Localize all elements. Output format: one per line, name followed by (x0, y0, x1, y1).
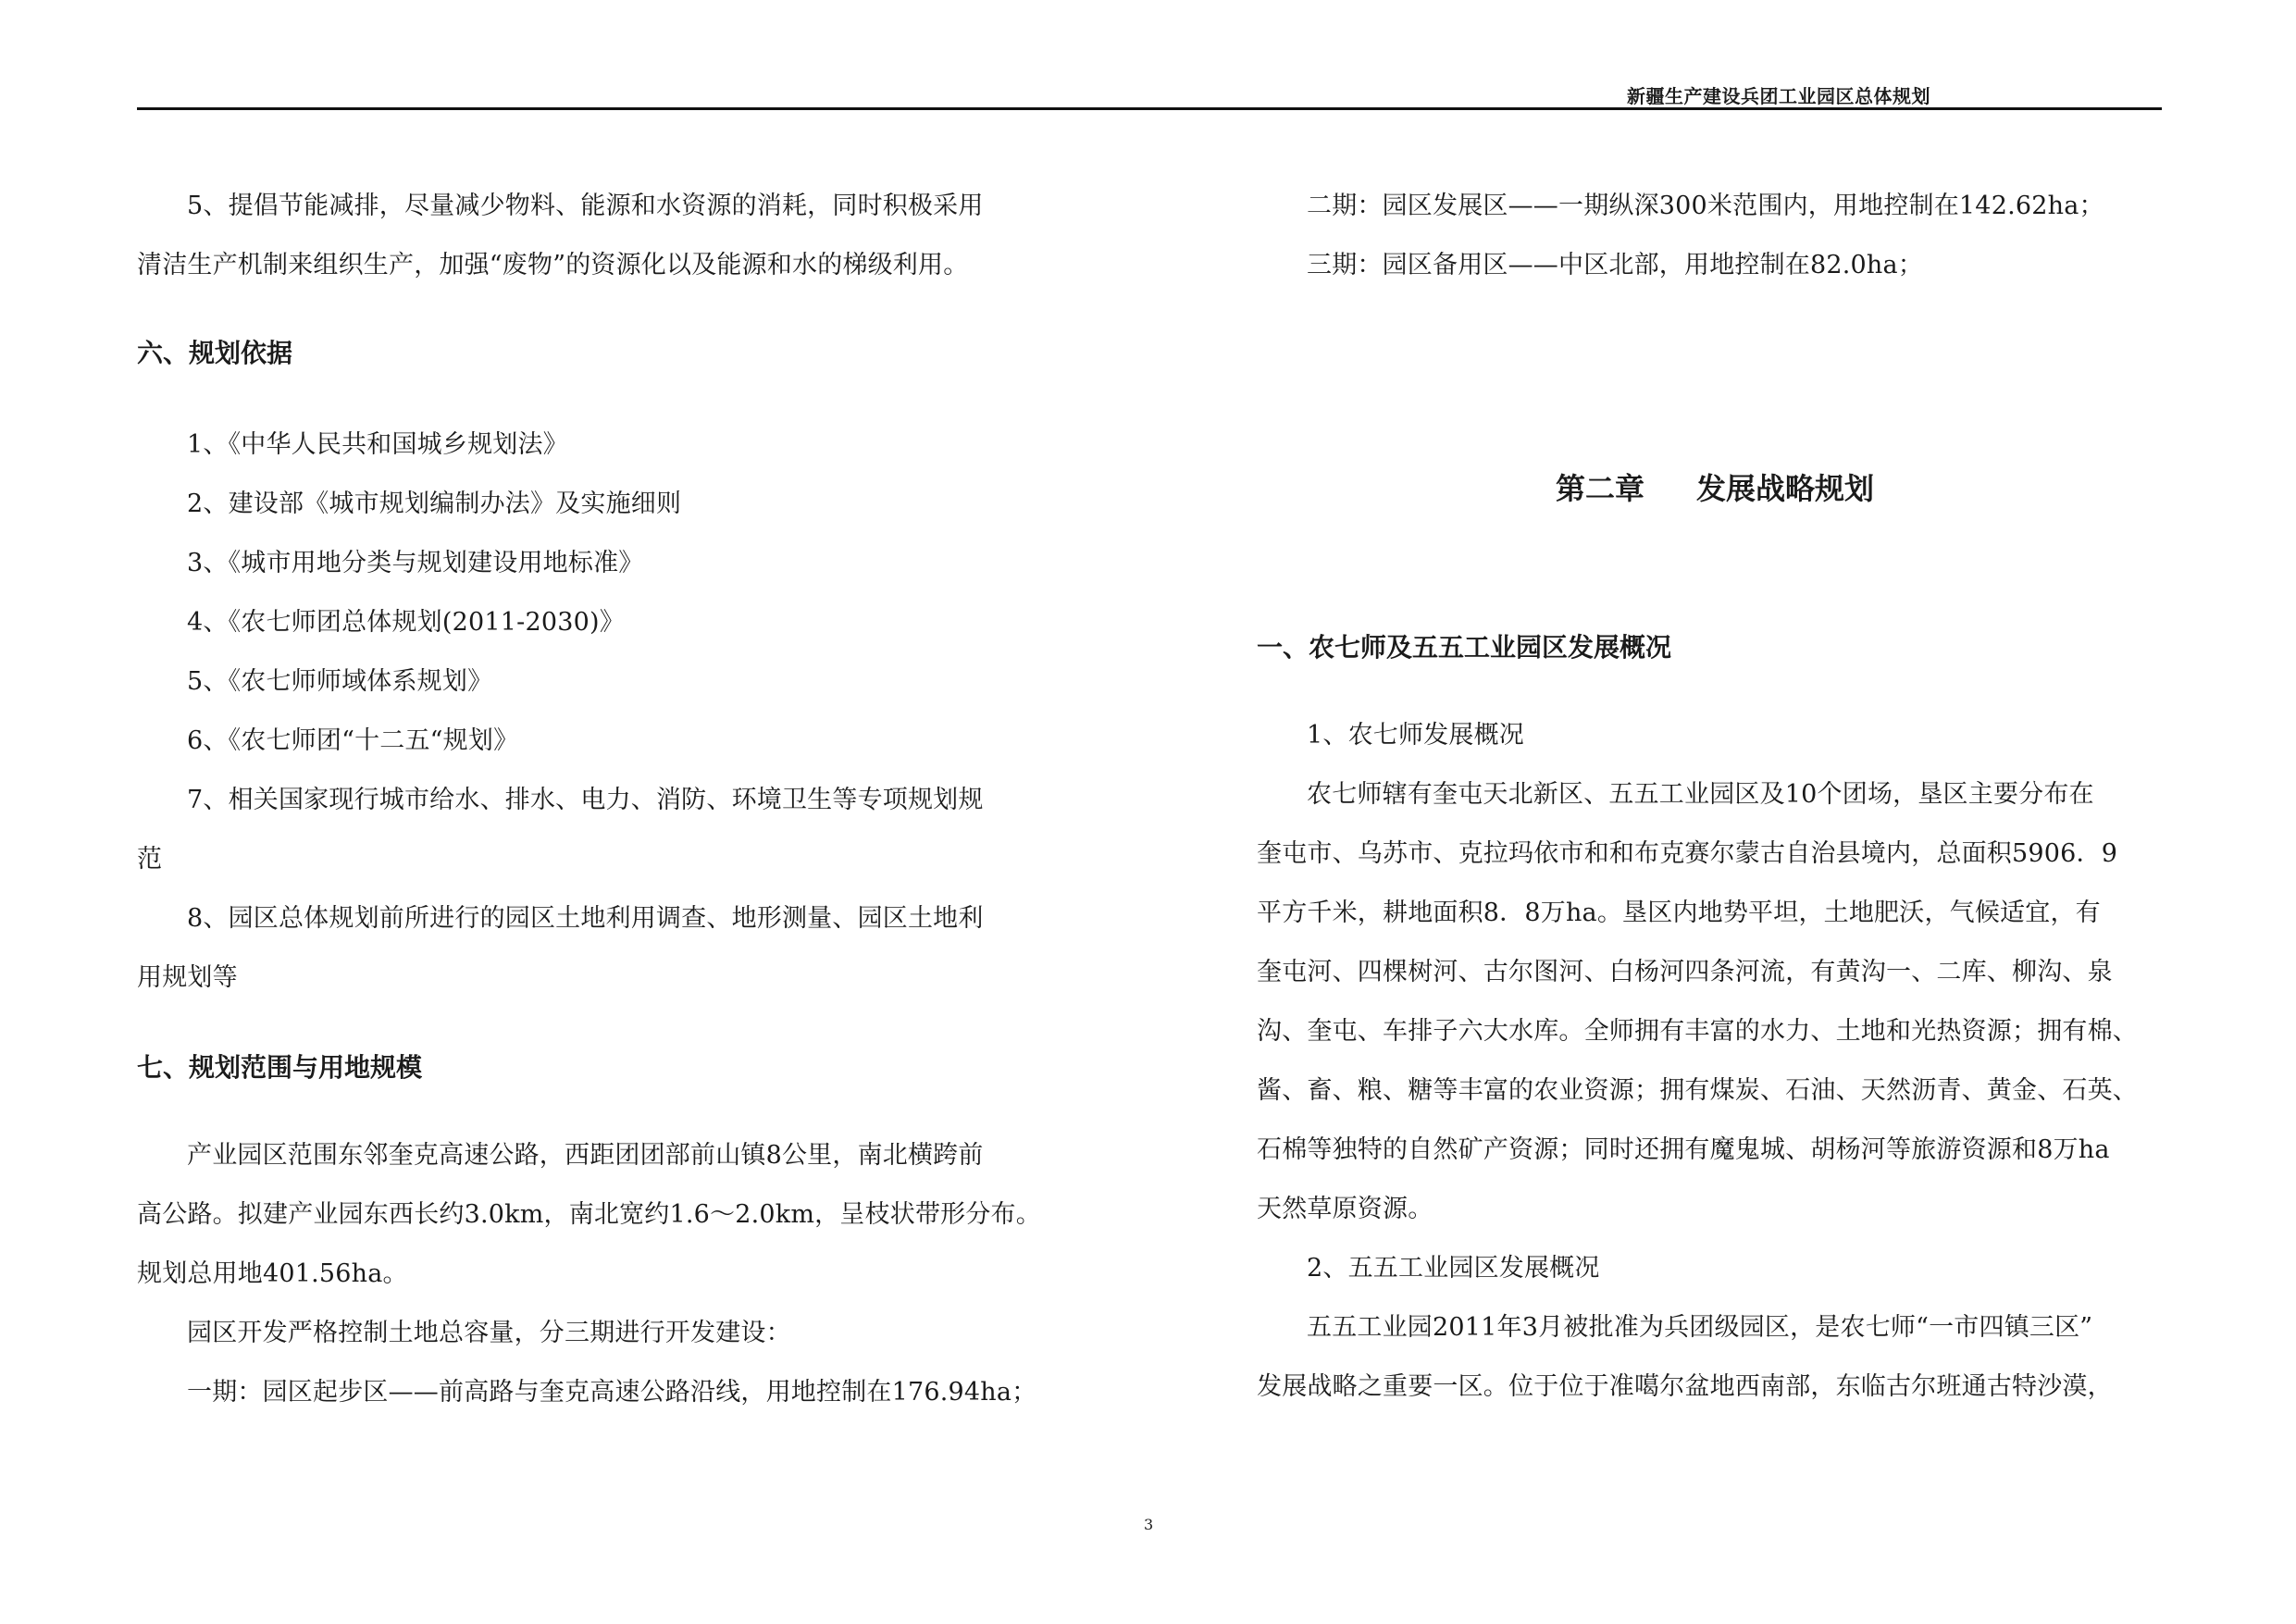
paragraph-line: 5、提倡节能减排，尽量减少物料、能源和水资源的消耗，同时积极采用 (187, 192, 984, 220)
scope-line: 高公路。拟建产业园东西长约3.0km，南北宽约1.6～2.0km，呈枝状带形分布。 (137, 1200, 1041, 1229)
body-line: 天然草原资源。 (1257, 1195, 1433, 1223)
chapter-title: 发展战略规划 (1696, 471, 1875, 506)
chapter-number: 第二章 (1555, 471, 1644, 506)
body-line: 奎屯市、乌苏市、克拉玛依市和和布克赛尔蒙古自治县境内，总面积5906．9 (1257, 839, 2118, 868)
body-line: 发展战略之重要一区。位于位于准噶尔盆地西南部，东临古尔班通古特沙漠， (1257, 1372, 2113, 1401)
page-number: 3 (1144, 1516, 1154, 1533)
basis-item: 1、《中华人民共和国城乡规划法》 (187, 430, 568, 459)
phase-line: 三期：园区备用区——中区北部，用地控制在82.0ha； (1307, 251, 1924, 279)
phase-line: 二期：园区发展区——一期纵深300米范围内，用地控制在142.62ha； (1307, 192, 2104, 220)
subsection-heading: 2、五五工业园区发展概况 (1307, 1254, 1600, 1283)
basis-item: 7、相关国家现行城市给水、排水、电力、消防、环境卫生等专项规划规 (187, 786, 984, 814)
basis-item: 5、《农七师师域体系规划》 (187, 667, 493, 696)
paragraph-line: 清洁生产机制来组织生产，加强“废物”的资源化以及能源和水的梯级利用。 (137, 251, 969, 279)
body-line: 石棉等独特的自然矿产资源；同时还拥有魔鬼城、胡杨河等旅游资源和8万ha (1257, 1135, 2110, 1164)
body-line: 奎屯河、四棵树河、古尔图河、白杨河四条河流，有黄沟一、二库、柳沟、泉 (1257, 958, 2113, 986)
basis-item-continued: 范 (137, 845, 163, 874)
scope-line: 产业园区范围东邻奎克高速公路，西距团团部前山镇8公里，南北横跨前 (187, 1141, 984, 1170)
basis-item: 4、《农七师团总体规划(2011-2030)》 (187, 608, 625, 637)
body-line: 平方千米，耕地面积8．8万ha。垦区内地势平坦，土地肥沃，气候适宜，有 (1257, 899, 2101, 927)
section-heading-basis: 六、规划依据 (137, 338, 293, 368)
subsection-heading: 1、农七师发展概况 (1307, 721, 1524, 750)
body-line: 农七师辖有奎屯天北新区、五五工业园区及10个团场，垦区主要分布在 (1307, 780, 2094, 809)
body-line: 五五工业园2011年3月被批准为兵团级园区，是农七师“一市四镇三区” (1307, 1313, 2093, 1342)
basis-item: 2、建设部《城市规划编制办法》及实施细则 (187, 490, 682, 518)
scope-line: 规划总用地401.56ha。 (137, 1259, 408, 1288)
scope-line: 园区开发严格控制土地总容量，分三期进行开发建设： (187, 1319, 791, 1347)
basis-item-continued: 用规划等 (137, 963, 238, 992)
running-header-title: 新疆生产建设兵团工业园区总体规划 (1627, 85, 1930, 107)
chapter-heading (1257, 465, 2173, 508)
section-heading-overview: 一、农七师及五五工业园区发展概况 (1257, 632, 1672, 663)
section-heading-scope: 七、规划范围与用地规模 (137, 1052, 423, 1083)
body-line: 酱、畜、粮、糖等丰富的农业资源；拥有煤炭、石油、天然沥青、黄金、石英、 (1257, 1076, 2138, 1105)
scope-line: 一期：园区起步区——前高路与奎克高速公路沿线，用地控制在176.94ha； (187, 1378, 1037, 1407)
body-line: 沟、奎屯、车排子六大水库。全师拥有丰富的水力、土地和光热资源；拥有棉、 (1257, 1017, 2138, 1046)
basis-item: 6、《农七师团“十二五“规划》 (187, 726, 519, 755)
header-rule (137, 107, 2162, 110)
basis-item: 3、《城市用地分类与规划建设用地标准》 (187, 549, 644, 577)
basis-item: 8、园区总体规划前所进行的园区土地利用调查、地形测量、园区土地利 (187, 904, 984, 933)
